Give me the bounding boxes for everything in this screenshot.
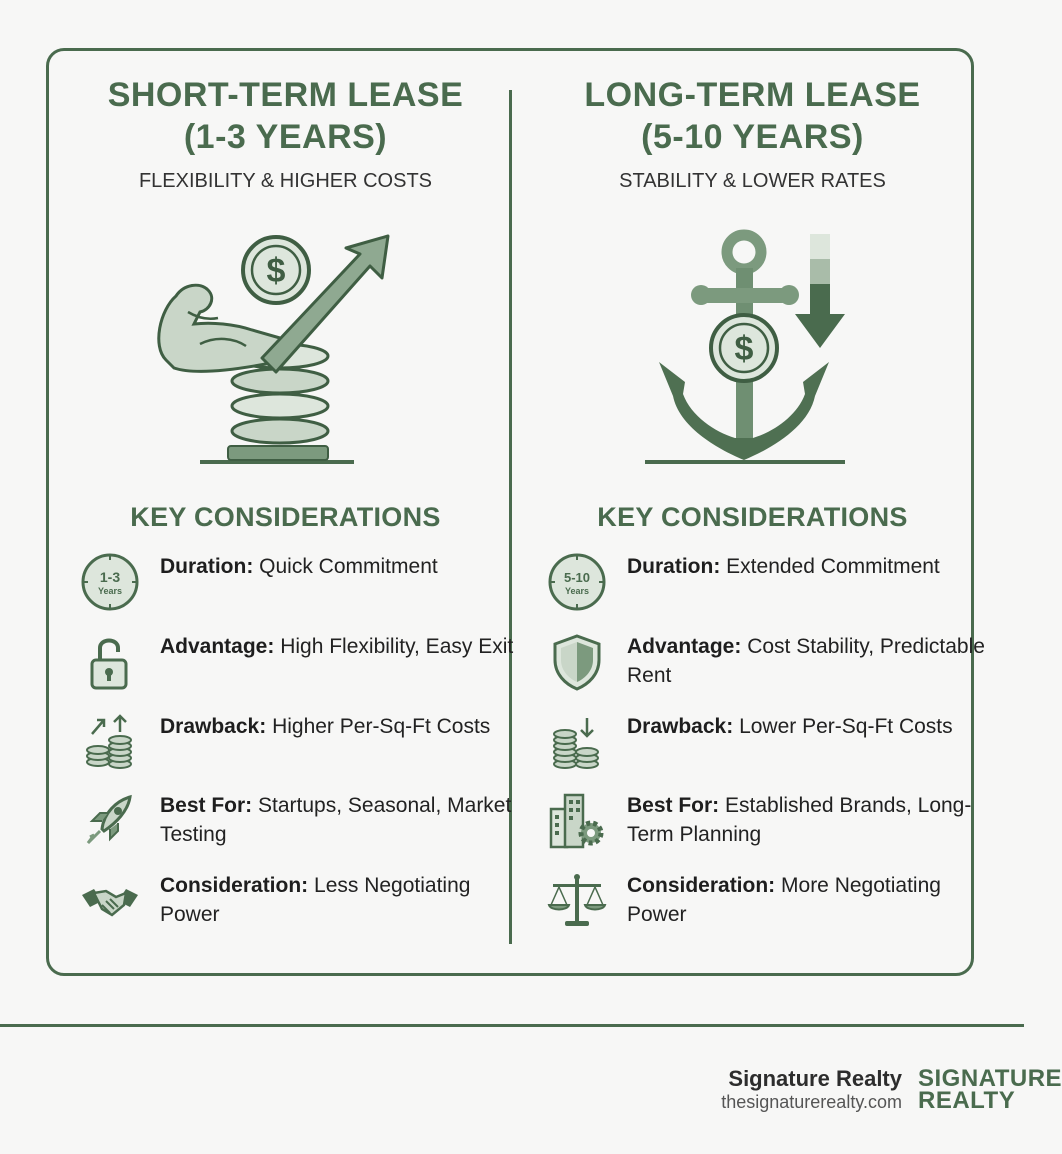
item-label: Advantage: (627, 635, 742, 658)
item-label: Consideration: (160, 874, 309, 897)
svg-text:$: $ (266, 252, 286, 290)
item-text: Less Negotiating Power (160, 874, 471, 926)
building-gear-icon (547, 791, 607, 851)
short-term-duration-item (80, 552, 520, 616)
handshake-icon (80, 871, 140, 931)
long-term-title (515, 74, 990, 158)
item-text: More Negotiating Power (627, 874, 941, 926)
duration-badge-range: 1-3 (99, 569, 121, 585)
item-text: Startups, Seasonal, Market Testing (160, 794, 512, 846)
duration-badge-range: 5-10 (563, 570, 591, 585)
item-label: Consideration: (627, 874, 776, 897)
item-label: Drawback: (627, 715, 734, 738)
item-text: Higher Per-Sq-Ft Costs (272, 715, 491, 738)
long-term-consideration-item (547, 871, 987, 935)
footer-divider (0, 1024, 1024, 1027)
long-term-best-for-item (547, 791, 987, 855)
short-term-title (48, 74, 523, 158)
item-text: Extended Commitment (726, 555, 940, 578)
clock-icon (80, 552, 140, 612)
long-term-advantage-item (547, 632, 987, 696)
item-text: High Flexibility, Easy Exit (280, 635, 514, 658)
item-text: Established Brands, Long-Term Planning (627, 794, 972, 846)
svg-text:$: $ (734, 330, 754, 368)
short-term-title-line1: SHORT-TERM LEASE (107, 76, 464, 114)
brand-url: thesignaturerealty.com (721, 1092, 902, 1112)
duration-badge-unit: Years (97, 586, 123, 596)
logo-line2: REALTY (918, 1087, 1016, 1114)
item-label: Best For: (160, 794, 253, 817)
item-label: Best For: (627, 794, 720, 817)
short-term-title-line2: (1-3 YEARS) (183, 118, 388, 156)
coins-down-icon (547, 712, 607, 772)
coins-up-icon (80, 712, 140, 772)
scales-icon (547, 871, 607, 931)
long-term-title-line1: LONG-TERM LEASE (584, 76, 921, 114)
brand-name: Signature Realty (728, 1066, 902, 1091)
duration-badge-unit: Years (564, 586, 590, 596)
item-label: Duration: (627, 555, 721, 578)
short-term-consideration-item (80, 871, 520, 935)
short-term-subtitle: FLEXIBILITY & HIGHER COSTS (138, 170, 433, 192)
item-text: Cost Stability, Predictable Rent (627, 635, 985, 687)
anchor-down-arrow-icon (515, 226, 990, 471)
long-term-drawback-item (547, 712, 987, 776)
item-text: Lower Per-Sq-Ft Costs (739, 715, 953, 738)
item-label: Advantage: (160, 635, 275, 658)
item-label: Duration: (160, 555, 254, 578)
short-term-drawback-item (80, 712, 520, 776)
long-term-title-line2: (5-10 YEARS) (641, 118, 864, 156)
long-term-key-considerations-title: KEY CONSIDERATIONS (597, 502, 908, 532)
clock-icon (547, 552, 607, 612)
flexed-arm-spring-icon (48, 226, 523, 471)
signature-realty-logo (918, 1065, 1062, 1114)
short-term-key-considerations-title: KEY CONSIDERATIONS (130, 502, 441, 532)
logo-line1: SIGNATURE (918, 1065, 1062, 1092)
long-term-duration-item (547, 552, 987, 616)
rocket-icon (80, 791, 140, 851)
unlocked-padlock-icon (80, 632, 140, 692)
short-term-advantage-item (80, 632, 520, 696)
item-text: Quick Commitment (259, 555, 438, 578)
shield-icon (547, 632, 607, 692)
item-label: Drawback: (160, 715, 267, 738)
long-term-subtitle: STABILITY & LOWER RATES (619, 170, 886, 192)
short-term-best-for-item (80, 791, 520, 855)
